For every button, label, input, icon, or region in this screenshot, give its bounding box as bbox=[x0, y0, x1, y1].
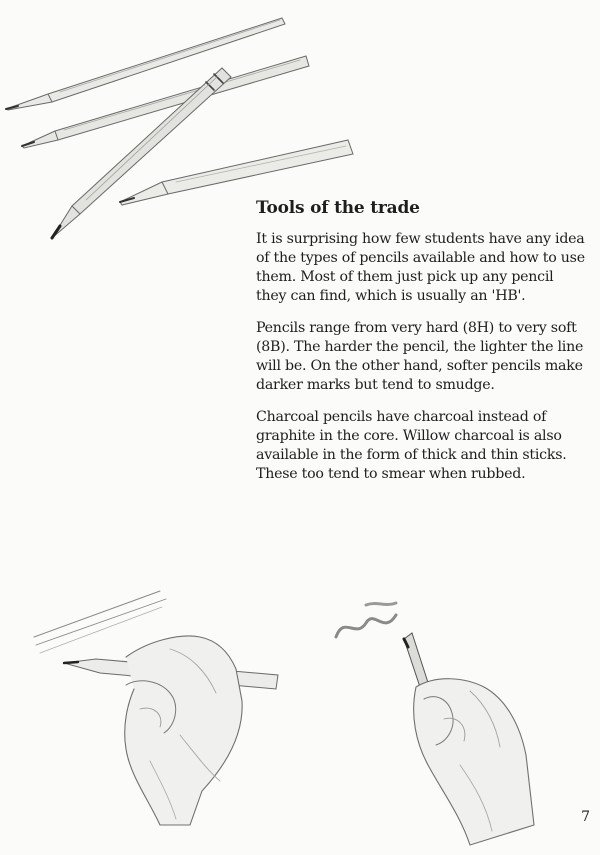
article-text bbox=[256, 198, 586, 497]
hand-with-charcoal-sketch bbox=[320, 595, 560, 850]
hand-drawing-left bbox=[30, 585, 290, 835]
page-number: 7 bbox=[581, 809, 590, 825]
paragraph-pencil-types: It is surprising how few students have any idea of the types of pencils available and how to use them. Most of them just pick up any pencil they can find, which is usually an 'HB'. bbox=[256, 231, 585, 304]
hand-drawing-right bbox=[320, 595, 560, 850]
paragraph-charcoal: Charcoal pencils have charcoal instead of graphite in the core. Willow charcoal is also available in the form of thick and thin sticks. These too tend to smear when rubbed. bbox=[256, 409, 567, 482]
paragraph-pencil-hardness: Pencils range from very hard (8H) to very soft (8B). The harder the pencil, the lighter the line will be. On the other hand, softer pencils make darker marks but tend to smudge. bbox=[256, 320, 584, 393]
hand-holding-pencil-sketch bbox=[30, 585, 290, 835]
section-heading: Tools of the trade bbox=[256, 198, 420, 218]
